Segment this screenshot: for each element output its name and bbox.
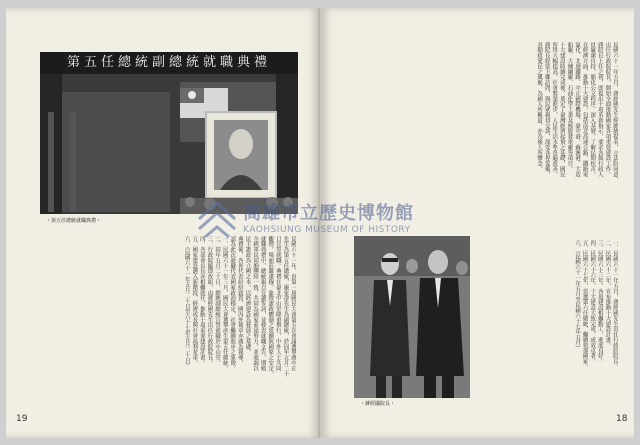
stage-scene-illustration bbox=[40, 52, 298, 214]
two-men-walking-illustration bbox=[354, 236, 470, 398]
text-line: 其勤政愛民之風範，為國人所稱道，亦為後人所懷念。 bbox=[536, 42, 543, 172]
text-line: 五、民國六十七年，當選第六任總統，繼續領導國家。 bbox=[581, 240, 588, 370]
inauguration-photo bbox=[40, 52, 298, 214]
text-line: 三、民國六十三年，各項建設相繼動工，進度良好。 bbox=[596, 240, 603, 365]
text-line: 蔣院長經常下鄉訪問，與民眾親切交談，深受各界愛戴， bbox=[543, 42, 550, 177]
museum-name: 高雄市立歷史博物館 bbox=[243, 203, 414, 224]
right-page-number: 18 bbox=[616, 414, 628, 424]
premier-photo-caption: ・蔣經國院長・ bbox=[360, 401, 396, 407]
left-page-number: 19 bbox=[16, 414, 28, 424]
text-line: 認為此次就職代表國家政治穩定，社會繼續進步之象徵。 bbox=[229, 236, 236, 371]
text-line: 六、（民國六十一年五月二十日至六十七年五月二十日） bbox=[183, 236, 190, 369]
right-body-text-bottom bbox=[476, 240, 618, 416]
right-body-text-top bbox=[342, 42, 618, 232]
ceremony-banner: 第五任總統副總統就職典禮 bbox=[40, 52, 298, 74]
text-line: 四、民國六十六年，十大建設大致完成，成效卓著。 bbox=[589, 240, 596, 365]
text-line: 二、同年五月二十日，總統副總統宣誓就職於中山堂。 bbox=[214, 236, 221, 366]
text-line: 一、民國六十一年三月，國民大會選舉產生第五任總統。 bbox=[221, 236, 228, 371]
text-line: 一、民國六十一年五月，蔣經國先生出任行政院院長。 bbox=[612, 240, 618, 370]
text-line: 民主憲政為立國之本，以經濟建設為發展之基礎。 bbox=[244, 236, 251, 355]
text-line: 五、國家建設邁入新階段，經濟成長與社會福利並重。 bbox=[191, 236, 198, 366]
text-line: 民國六十一年，由第一屆國民大會第五次會議選舉蔣中正 bbox=[290, 236, 296, 371]
text-line: 氣化、北迴鐵路、中正國際機場、臺中港、蘇澳港、大造 bbox=[574, 42, 581, 177]
premier-photo bbox=[354, 236, 470, 398]
text-line: 二、民國六十二年，宣布推動十大建設計畫。 bbox=[604, 240, 611, 348]
text-line: 船廠、大煉鋼廠、石油化學工業及核能發電廠等項目。 bbox=[566, 42, 573, 172]
text-line: 在經濟方面，推動十大建設，包括南北高速公路、鐵路電 bbox=[581, 42, 588, 177]
text-line: 六、（民國六十一年五月至民國六十七年五月） bbox=[574, 240, 581, 351]
text-line: 十大建設陸續完成後，奠定了臺灣經濟起飛之基礎，國民 bbox=[558, 42, 565, 177]
text-line: 典禮後，各界代表紛紛致賀，國內外報章亦廣為報導， bbox=[236, 236, 243, 366]
text-line: 蔣院長上任之初，即提出十項革新指示，要求各級行政人 bbox=[596, 42, 603, 177]
text-line: 民國六十一年五月，蔣經國先生經總統提名，立法院同意， bbox=[612, 42, 618, 183]
text-line: 全國軍民同胞團結一致，共同為國家前途努力，並強調以 bbox=[252, 236, 259, 371]
text-line: 出任行政院院長，開始全面推動國家各項重要建設工作。 bbox=[604, 42, 611, 177]
text-line: 員廉潔自持，簡化公文程序，深入基層，了解民間疾苦。 bbox=[589, 42, 596, 177]
text-line: 四、各部會首長亦相繼就任，推動十項重要建設計畫。 bbox=[198, 236, 205, 366]
text-line: 日宣誓就職。典禮在臺北中山堂隆重舉行，中外人士共同 bbox=[274, 236, 281, 371]
text-line: 三、行政院隨即改組，由蔣經國先生出任行政院院長。 bbox=[206, 236, 213, 366]
text-line: 先生為第五任總統，嚴家淦先生為副總統，於同年五月二十 bbox=[282, 236, 289, 377]
right-page bbox=[320, 8, 634, 438]
text-line: 就職典禮中，總統親自宣讀誓詞，並發表就職文告，期勉 bbox=[259, 236, 266, 371]
museum-name-english: KAOHSIUNG MUSEUM OF HISTORY bbox=[243, 225, 411, 235]
left-page bbox=[6, 8, 320, 438]
left-body-text bbox=[42, 236, 296, 416]
inauguration-photo-caption: ・第五任總統就職典禮・ bbox=[46, 218, 102, 224]
text-line: 觀禮，場面莊嚴肅穆，象徵憲政體制之延續與國家之安定。 bbox=[267, 236, 274, 377]
magazine-spread bbox=[6, 8, 634, 438]
text-line: 所得大幅提高，社會繁榮進步，人民生活水準普遍改善。 bbox=[551, 42, 558, 177]
